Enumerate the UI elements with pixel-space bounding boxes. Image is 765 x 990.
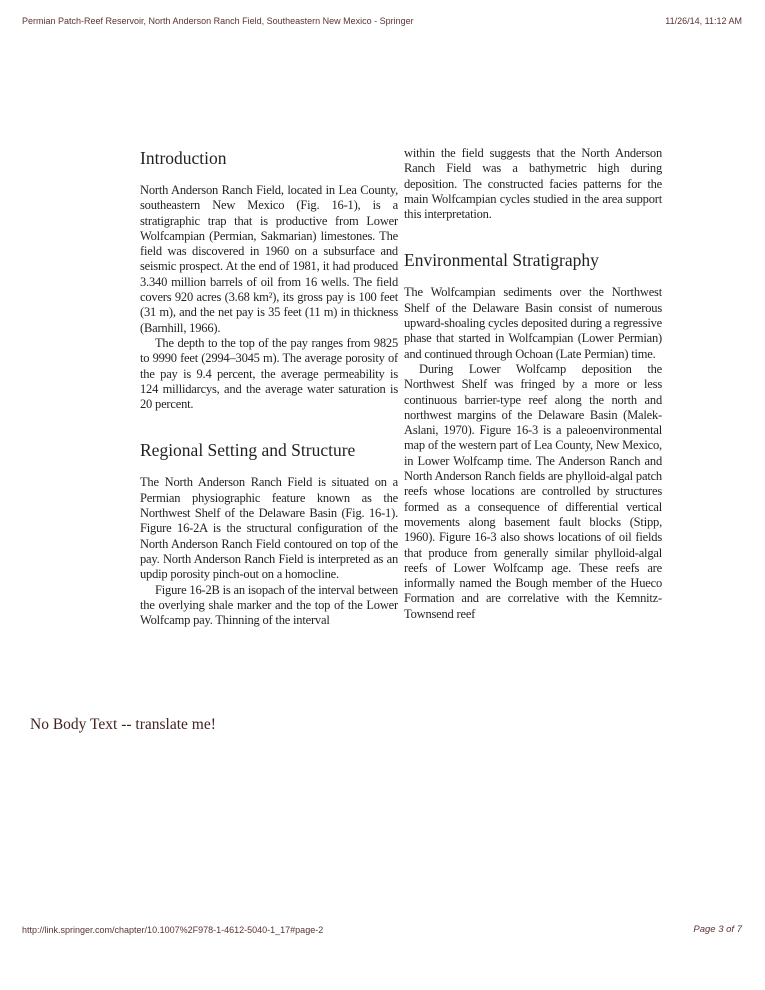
print-header-document-title: Permian Patch-Reef Reservoir, North Anderson Ranch Field, Southeastern New Mexico - Springer xyxy=(22,16,414,26)
article-left-column xyxy=(140,146,398,628)
print-footer-page-indicator: Page 3 of 7 xyxy=(693,924,742,935)
print-footer-source-url: http://link.springer.com/chapter/10.1007%2F978-1-4612-5040-1_17#page-2 xyxy=(22,925,324,935)
paragraph: North Anderson Ranch Field, located in Lea County, southeastern New Mexico (Fig. 16-1), is a stratigraphic trap that is productive from Lower Wolfcampian (Permian, Sakmarian) limestones. The field was discovered in 1960 on a subsurface and seismic prospect. At the end of 1981, it had produced 3.340 million barrels of oil from 16 wells. The field covers 920 acres (3.68 km²), its gross pay is 100 feet (31 m), and the net pay is 35 feet (11 m) in thickness (Barnhill, 1966). xyxy=(140,183,398,335)
paragraph: Figure 16-2B is an isopach of the interval between the overlying shale marker and the top of the Lower Wolfcamp pay. Thinning of the interval xyxy=(140,582,398,628)
print-header-datetime: 11/26/14, 11:12 AM xyxy=(665,16,742,26)
section-heading-environmental-stratigraphy: Environmental Stratigraphy xyxy=(404,250,599,271)
paragraph: within the field suggests that the North Anderson Ranch Field was a bathymetric high during deposition. The constructed facies patterns for the main Wolfcampian cycles studied in the area support this interpretation. xyxy=(404,146,662,222)
no-body-text-note: No Body Text -- translate me! xyxy=(30,716,216,733)
section-heading-introduction: Introduction xyxy=(140,148,227,168)
section-heading-regional-setting: Regional Setting and Structure xyxy=(140,440,356,461)
paragraph: The North Anderson Ranch Field is situated on a Permian physiographic feature known as the Northwest Shelf of the Delaware Basin (Fig. 16-1). Figure 16-2A is the structural configuration of the North Anderson Ranch Field contoured on top of the pay. North Anderson Ranch Field is interpreted as an updip porosity pinch-out on a homocline. xyxy=(140,475,398,582)
paragraph: The Wolfcampian sediments over the Northwest Shelf of the Delaware Basin consist of numerous upward-shoaling cycles deposited during a regressive phase that started in Wolfcampian (Lower Permian) and continued through Ochoan (Late Permian) time. xyxy=(404,285,662,361)
paragraph: During Lower Wolfcamp deposition the Northwest Shelf was fringed by a more or less continuous barrier-type reef along the north and northwest margins of the Delaware Basin (Malek-Aslani, 1970). Figure 16-3 is a paleoenvironmental map of the western part of Lea County, New Mexico, in Lower Wolfcamp time. The Anderson Ranch and North Anderson Ranch fields are phylloid-algal patch reefs whose locations are controlled by structures formed as a consequence of differential vertical movements along basement fault blocks (Stipp, 1960). Figure 16-3 also shows locations of oil fields that produce from generally similar phylloid-algal reefs of Lower Wolfcamp age. These reefs are informally named the Bough member of the Hueco Formation and are correlative with the Kemnitz-Townsend reef xyxy=(404,361,662,621)
article-right-column xyxy=(404,146,662,622)
paragraph: The depth to the top of the pay ranges from 9825 to 9990 feet (2994–3045 m). The average porosity of the pay is 9.4 percent, the average permeability is 124 millidarcys, and the average water saturation is 20 percent. xyxy=(140,335,398,412)
